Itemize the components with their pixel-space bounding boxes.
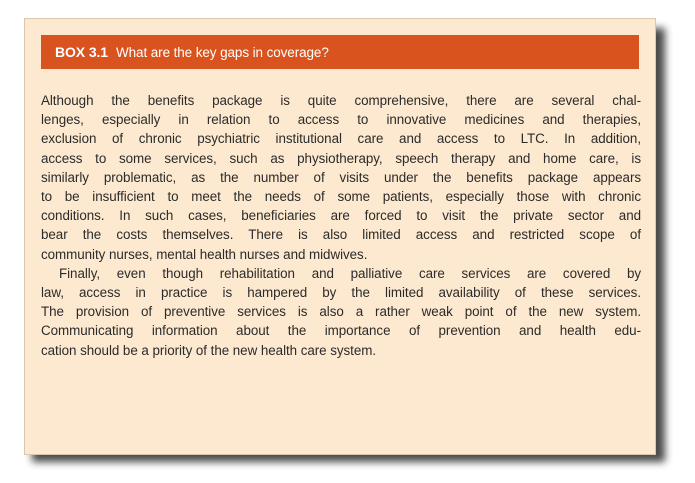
text-line: conditions. In such cases, beneficiaries are forced to visit the private sector and [41, 208, 641, 224]
text-line: Communicating information about the importance of prevention and health edu- [41, 323, 641, 339]
box-header [41, 35, 639, 69]
box-title: What are the key gaps in coverage? [116, 44, 329, 60]
text-line: access to some services, such as physiotherapy, speech therapy and home care, is [41, 150, 641, 166]
text-line: to be insufficient to meet the needs of some patients, especially those with chronic [41, 189, 641, 205]
text-line: Finally, even though rehabilitation and palliative care services are covered by [59, 265, 641, 281]
text-line: bear the costs themselves. There is also limited access and restricted scope of [41, 227, 641, 243]
text-line: similarly problematic, as the number of visits under the benefits package appears [41, 169, 641, 185]
text-line: cation should be a priority of the new health care system. [41, 342, 377, 358]
box-label: BOX 3.1 [55, 44, 108, 60]
text-line: lenges, especially in relation to access to innovative medicines and therapies, [41, 112, 641, 128]
text-box [24, 18, 656, 455]
text-line: exclusion of chronic psychiatric institutional care and access to LTC. In addition, [41, 131, 641, 147]
paragraph-1 [41, 91, 641, 264]
text-line: community nurses, mental health nurses and midwives. [41, 246, 368, 262]
paragraph-2 [41, 264, 641, 360]
box-body [41, 91, 641, 360]
text-line: Although the benefits package is quite comprehensive, there are several chal- [41, 93, 641, 108]
text-line: The provision of preventive services is also a rather weak point of the new system. [41, 304, 641, 320]
text-line: law, access in practice is hampered by the limited availability of these services. [41, 285, 641, 301]
